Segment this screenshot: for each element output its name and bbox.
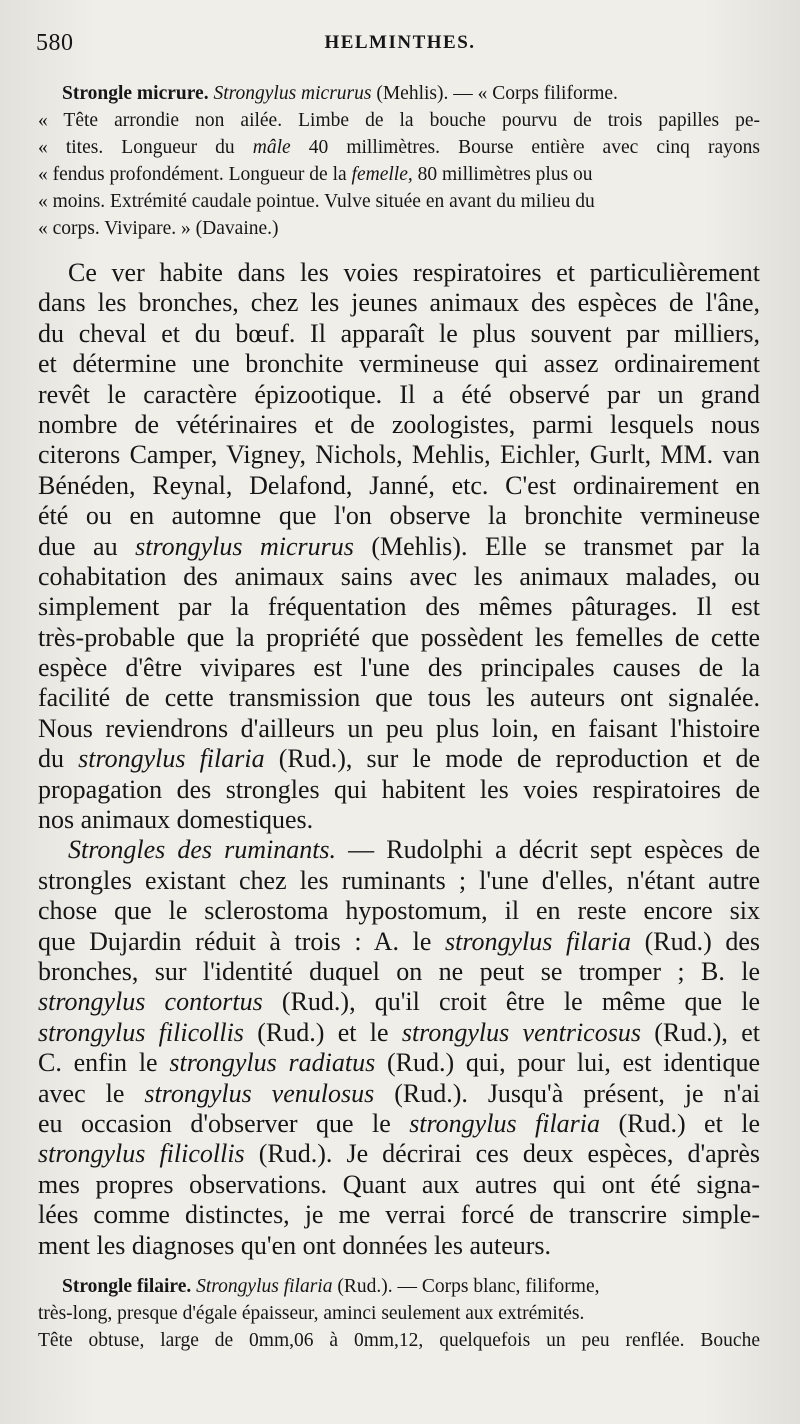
- text-line: [38, 896, 760, 926]
- text-run: nombre de vétérinaires et de zoologistes, parmi lesquels nous: [38, 409, 760, 439]
- text-run: 40 millimètres. Bourse entière avec cinq rayons: [290, 137, 760, 158]
- text-line: [38, 744, 760, 774]
- text-run: « fendus profondément. Longueur de la: [38, 164, 352, 185]
- text-line: [38, 380, 760, 410]
- italic-term: Strongles des ruminants.: [68, 835, 337, 865]
- text-line: [38, 775, 760, 805]
- italic-term: strongylus filaria: [409, 1108, 601, 1138]
- text-run: très-long, presque d'égale épaisseur, aminci seulement aux extrémités.: [38, 1302, 585, 1324]
- text-run: ment les diagnoses qu'en ont données les auteurs.: [38, 1230, 552, 1260]
- text-run: dans les bronches, chez les jeunes animaux des espèces de l'âne,: [38, 288, 760, 318]
- italic-term: Strongylus filaria: [196, 1275, 333, 1297]
- text-run: lées comme distinctes, je me verrai forcé de transcrire simple-: [38, 1200, 760, 1230]
- text-line: [38, 1231, 760, 1261]
- text-run: Bénéden, Reynal, Delafond, Janné, etc. C'est ordinairement en: [38, 470, 760, 500]
- species-heading: Strongle filaire.: [62, 1275, 192, 1297]
- italic-term: strongylus radiatus: [169, 1048, 376, 1078]
- text-run: du cheval et du bœuf. Il apparaît le plus souvent par milliers,: [38, 318, 760, 348]
- text-run: avec le: [38, 1078, 145, 1108]
- text-line: [38, 562, 760, 592]
- text-run: chose que le sclerostoma hypostomum, il en reste encore six: [38, 896, 760, 926]
- text-line: [38, 501, 760, 531]
- italic-term: strongylus contortus: [38, 987, 263, 1017]
- page-body: [38, 80, 760, 1354]
- text-line: [38, 1170, 760, 1200]
- running-title: HELMINTHES.: [324, 32, 476, 53]
- text-line: [38, 258, 760, 288]
- text-line: [38, 835, 760, 865]
- text-run: été ou en automne que l'on observe la bronchite vermineuse: [38, 501, 760, 531]
- italic-term: strongylus micrurus: [135, 531, 354, 561]
- text-run: que Dujardin réduit à trois : A. le: [38, 926, 445, 956]
- text-line: [38, 80, 760, 107]
- text-line: [38, 188, 760, 215]
- text-line: [38, 1018, 760, 1048]
- text-run: (Rud.), et: [640, 1017, 760, 1047]
- text-line: [38, 1139, 760, 1169]
- paragraph-gap: [38, 242, 760, 258]
- text-line: [38, 319, 760, 349]
- text-line: [38, 1048, 760, 1078]
- text-run: cohabitation des animaux sains avec les animaux malades, ou: [38, 561, 760, 591]
- text-line: [38, 683, 760, 713]
- italic-term: femelle,: [351, 164, 413, 185]
- text-run: (Rud.). — Corps blanc, filiforme,: [332, 1275, 600, 1297]
- text-line: [38, 471, 760, 501]
- text-run: Nous reviendrons d'ailleurs un peu plus loin, en faisant l'histoire: [38, 713, 760, 743]
- text-run: eu occasion d'observer que le: [38, 1108, 410, 1138]
- text-run: mes propres observations. Quant aux autres qui ont été signa-: [38, 1169, 760, 1199]
- text-run: « corps. Vivipare. » (Davaine.): [38, 218, 279, 239]
- text-run: Tête obtuse, large de 0mm,06 à 0mm,12, quelquefois un peu renflée. Bouche: [38, 1329, 760, 1351]
- text-line: [38, 866, 760, 896]
- text-run: (Rud.) des: [630, 926, 760, 956]
- text-run: « moins. Extrémité caudale pointue. Vulve située en avant du milieu du: [38, 191, 595, 212]
- italic-term: strongylus ventricosus: [401, 1017, 641, 1047]
- text-run: facilité de cette transmission que tous les auteurs ont signalée.: [38, 683, 760, 713]
- text-run: « Tête arrondie non ailée. Limbe de la bouche pourvu de trois papilles pe-: [38, 110, 760, 131]
- text-run: espèce d'être vivipares est l'une des principales causes de la: [38, 653, 760, 683]
- text-run: — Rudolphi a décrit sept espèces de: [336, 835, 760, 865]
- italic-term: strongylus filaria: [444, 926, 631, 956]
- text-line: [38, 349, 760, 379]
- text-line: [38, 592, 760, 622]
- page-number: 580: [36, 30, 74, 56]
- text-run: bronches, sur l'identité duquel on ne peut se tromper ; B. le: [38, 956, 760, 986]
- page-header: [0, 30, 800, 62]
- text-line: [38, 1200, 760, 1230]
- text-line: [38, 927, 760, 957]
- text-line: [38, 134, 760, 161]
- text-run: « tites. Longueur du: [38, 137, 253, 158]
- text-run: (Rud.) et le: [243, 1017, 402, 1047]
- text-line: [38, 532, 760, 562]
- text-run: très-probable que la propriété que possèdent les femelles de cette: [38, 622, 760, 652]
- text-run: (Rud.) qui, pour lui, est identique: [375, 1048, 760, 1078]
- text-run: simplement par la fréquentation des mêmes pâturages. Il est: [38, 592, 760, 622]
- text-line: [38, 215, 760, 242]
- italic-term: strongylus filaria: [78, 744, 265, 774]
- text-line: [38, 1109, 760, 1139]
- text-run: C. enfin le: [38, 1048, 170, 1078]
- text-run: 80 millimètres plus ou: [412, 164, 593, 185]
- text-line: [38, 1327, 760, 1354]
- text-line: [38, 987, 760, 1017]
- text-run: due au: [38, 531, 136, 561]
- text-line: [38, 288, 760, 318]
- paragraph-gap: [38, 1261, 760, 1273]
- text-run: (Rud.), qu'il croit être le même que le: [262, 987, 760, 1017]
- italic-term: strongylus venulosus: [144, 1078, 375, 1108]
- text-line: [38, 107, 760, 134]
- text-run: (Rud.), sur le mode de reproduction et de: [264, 744, 760, 774]
- text-run: (Rud.). Je décrirai ces deux espèces, d'après: [244, 1139, 760, 1169]
- italic-term: Strongylus micrurus: [213, 83, 372, 104]
- text-run: strongles existant chez les ruminants ; l'une d'elles, n'étant autre: [38, 865, 760, 895]
- text-line: [38, 957, 760, 987]
- text-line: [38, 1300, 760, 1327]
- text-run: (Rud.). Jusqu'à présent, je n'ai: [374, 1078, 760, 1108]
- text-run: et détermine une bronchite vermineuse qui assez ordinairement: [38, 349, 760, 379]
- text-line: [38, 1079, 760, 1109]
- text-run: Ce ver habite dans les voies respiratoires et particulièrement: [68, 258, 760, 287]
- text-run: revêt le caractère épizootique. Il a été observé par un grand: [38, 379, 760, 409]
- text-run: (Rud.) et le: [600, 1108, 760, 1138]
- text-run: (Mehlis). — « Corps filiforme.: [371, 83, 618, 104]
- text-line: [38, 805, 760, 835]
- italic-term: strongylus filicollis: [38, 1139, 245, 1169]
- text-run: citerons Camper, Vigney, Nichols, Mehlis, Eichler, Gurlt, MM. van: [38, 440, 760, 470]
- text-run: nos animaux domestiques.: [38, 805, 314, 835]
- species-heading: Strongle micrure.: [62, 83, 209, 104]
- italic-term: mâle: [252, 137, 291, 158]
- text-line: [38, 653, 760, 683]
- text-line: [38, 410, 760, 440]
- italic-term: strongylus filicollis: [38, 1017, 244, 1047]
- text-run: (Mehlis). Elle se transmet par la: [353, 531, 760, 561]
- text-line: [38, 1273, 760, 1300]
- text-line: [38, 623, 760, 653]
- text-line: [38, 440, 760, 470]
- text-line: [38, 161, 760, 188]
- text-run: propagation des strongles qui habitent les voies respiratoires de: [38, 774, 760, 804]
- text-run: du: [38, 744, 79, 774]
- text-line: [38, 714, 760, 744]
